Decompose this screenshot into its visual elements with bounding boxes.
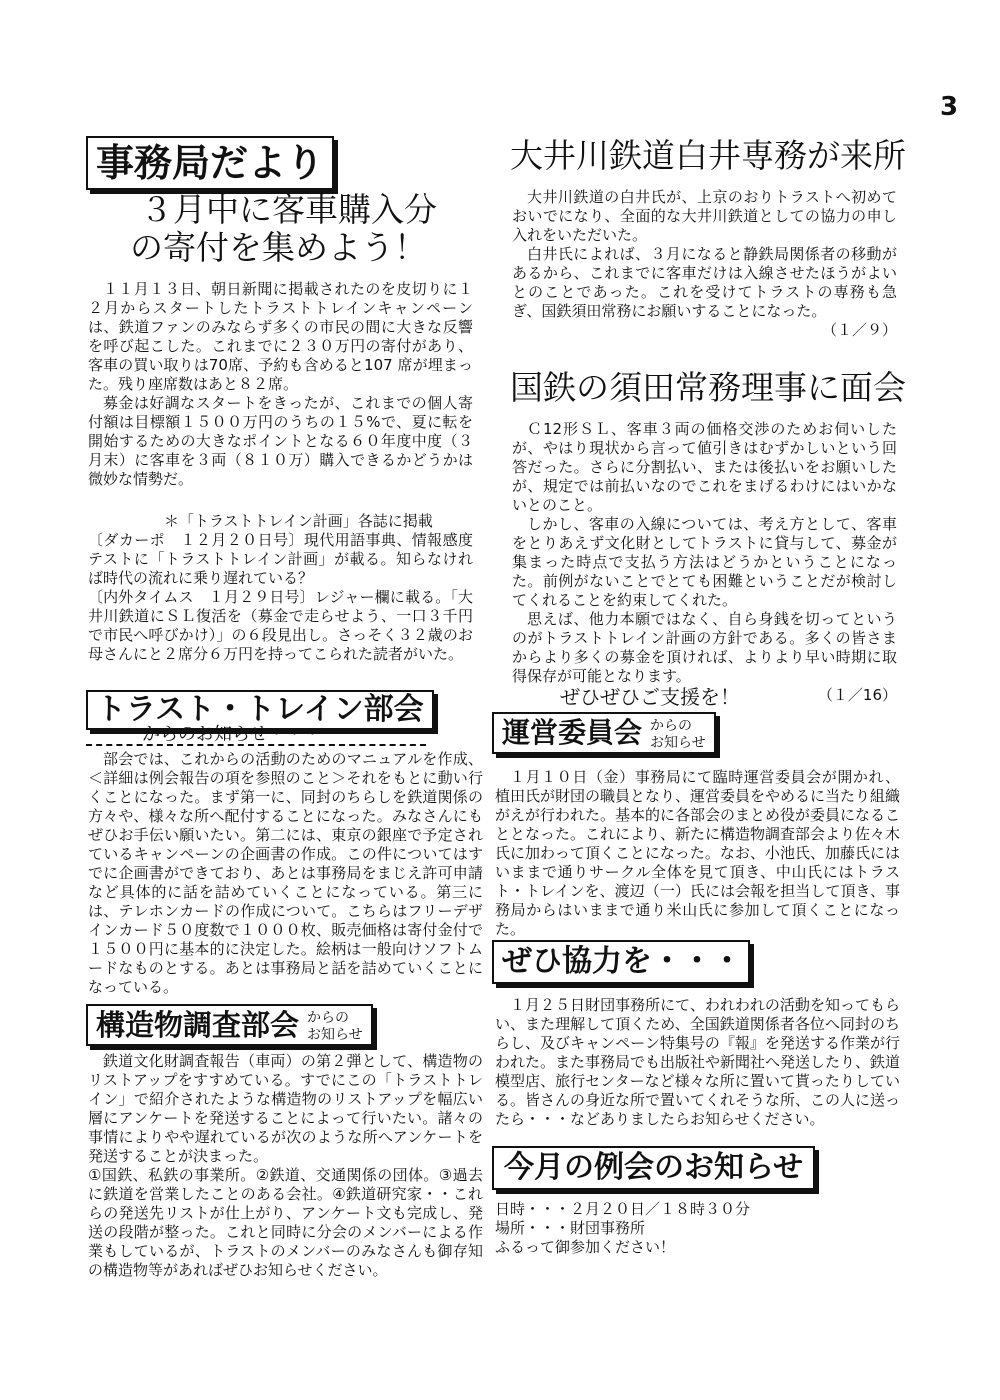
oigawa-paragraph-1: 大井川鉄道の白井氏が、上京のおりトラストへ初めておいでになり、全面的な大井川鉄道としての協力の申し入れをいただいた。: [512, 188, 897, 244]
kozo-paragraph-2: ①国鉄、私鉄の事業所。②鉄道、交通関係の団体。③過去に鉄道を営業したことのある会社。④鉄道研究家・・これらの発送先リストが仕上がり、アンケート文も完成し、発送の段階が整った。これと同時に分会のメンバーによる作業もしているが、トラストのメンバーのみなさんも御存知の構造物等があればぜひお知らせください。: [88, 1166, 483, 1279]
oigawa-body: [512, 188, 897, 340]
kokutetsu-date: （１／16）: [817, 686, 897, 704]
trust-paragraph: 部会では、これからの活動のためのマニュアルを作成、＜詳細は例会報告の項を参照のこと＞それをもとに動い行くことになった。まず第一に、同封のちらしを鉄道関係の方々や、様々な所へ配付することになった。みなさんにもぜひお手伝い願いたい。第二には、東京の銀座で予定されているキャンペーンの企画書の作成。この件についてはすでに企画書ができており、あとは事務局をまじえ許可申請など具体的に話を詰めていくことになっている。第三には、テレホンカードの作成について。こちらはフリーデザインカード５０度数で１０００枚、販売価格は寄付金付で１５００円に基本的に決定した。絵柄は一般向けソフトムードなものとする。あとは事務局と話を詰めていくことになっている。: [88, 750, 483, 996]
reikai-place: 場所・・・財団事務所: [495, 1219, 646, 1237]
kozo-subtitle-line-1: からの: [307, 1010, 350, 1026]
unei-subtitle: [650, 718, 706, 752]
kozo-title: 構造物調査部会: [96, 1008, 300, 1042]
trust-body: [88, 750, 483, 997]
kokutetsu-paragraph-3: 思えば、他力本願ではなく、自ら身銭を切ってというのがトラストトレイン計画の方針である。多くの皆さまからより多くの募金を頂ければ、よりより早い時期に取得保存が可能となります。: [512, 610, 897, 685]
unei-subtitle-line-1: からの: [650, 717, 693, 734]
jimukyoku-body: [88, 280, 473, 489]
trust-title: トラスト・トレイン部会: [86, 690, 434, 730]
kozo-title-box: [86, 1004, 373, 1046]
kozo-subtitle: [307, 1010, 363, 1044]
jimukyoku-subtitle-1: ３月中に客車購入分: [140, 190, 437, 229]
unei-body: [495, 768, 900, 939]
jimukyoku-notes: [88, 512, 473, 664]
support-slogan: ぜひぜひご支援を！: [560, 685, 740, 709]
kokutetsu-body: [512, 420, 897, 705]
trust-dotted-rule: [86, 744, 426, 746]
unei-title-box: [492, 712, 716, 754]
unei-paragraph: １月１０日（金）事務局にて臨時運営委員会が開かれ、植田氏が財団の職員となり、運営委員をやめるに当たり組織がえが行われた。基本的に各部会のまとめ役が委員になることとなった。これにより、新たに構造物調査部会より佐々木氏に加わって頂くことになった。なお、小池氏、加藤氏にはいままで通りサークル全体を見て頂き、中山氏にはトラスト・トレインを、渡辺（一）氏には会報を担当して頂き、事務局からはいままで通り米山氏に参加して頂くことになった。: [495, 768, 901, 938]
kozo-subtitle-line-2: お知らせ: [307, 1027, 363, 1043]
kozo-body: [88, 1052, 483, 1280]
trust-subtitle: からのお知らせ・・・: [142, 724, 322, 745]
jimukyoku-paragraph-1: １１月１３日、朝日新聞に掲載されたのを皮切りに１２月からスタートしたトラストトレインキャンペーンは、鉄道ファンのみならず多くの市民の間に大きな反響を呼び起こした。これまでに２３０万円の寄付があり、客車の買い取りは70席、予約も含めると107 席が埋まった。残り座席数はあと８２席。: [88, 280, 473, 393]
oigawa-date: （１／９）: [821, 321, 897, 339]
jimukyoku-paragraph-2: 募金は好調なスタートをきったが、これまでの個人寄付額は目標額１５００万円のうちの１５%で、夏に転を開始するための大きなポイントとなる６０年度中度（３月末）に客車を３両（８１０万）購入できるかどうかは微妙な情勢だ。: [88, 394, 473, 488]
jimukyoku-title: 事務局だより: [86, 136, 334, 190]
kokutetsu-paragraph-2: しかし、客車の入線については、考え方として、客車をとりあえず文化財としてトラストに貸与して、募金が集まった時点で支払う方法はどうかということになった。前例がないことでとても困難ということだが検討してくれることを約束してくれた。: [512, 515, 897, 609]
notes-heading: ＊「トラストトレイン計画」各誌に掲載: [164, 512, 433, 530]
unei-title: 運営委員会: [502, 716, 643, 749]
oigawa-paragraph-2: 白井氏によれば、３月になると静鉄局関係者の移動があるから、これまでに客車だけは入線させたほうがよいとのことであった。これを受けてトラストの専務も急ぎ、国鉄須田常務にお願いすることになった。: [512, 245, 897, 320]
kokutetsu-title: 国鉄の須田常務理事に面会: [510, 368, 906, 407]
zehi-title: ぜひ協力を・・・: [492, 940, 750, 984]
zehi-paragraph: １月２５日財団事務所にて、われわれの活動を知ってもらい、また理解して頂くため、全国鉄道関係者各位へ同封のちらし、及びキャンペーン特集号の『報』を発送する作業が行われた。また事務局でも出版社や新聞社へ発送したり、鉄道模型店、旅行センターなど様々な所に置いて貰ったりしている。皆さんの身近な所で置いてくれそうな所、この人に送ったら・・・などありましたらお知らせください。: [495, 996, 901, 1128]
unei-subtitle-line-2: お知らせ: [650, 734, 706, 751]
note-dacapo: 〔ダカーポ １２月２０日号〕現代用語事典、情報感度テストに「トラストトレイン計画」が載る。知らなければ時代の流れに乗り遅れている？: [88, 531, 473, 587]
reikai-datetime: 日時・・・２月２０日／１８時３０分: [495, 1200, 751, 1218]
note-naigai: 〔内外タイムス １月２９日号〕レジャー欄に載る。「大井川鉄道にＳＬ復活を（募金で走らせよう、一口３千円で市民へ呼びかけ）」の６段見出し。さっそく３２歳のお母さんにと２席分６万円を持ってこられた読者がいた。: [88, 588, 473, 663]
page-number: 3: [940, 92, 959, 122]
zehi-body: [495, 996, 900, 1129]
reikai-body: [495, 1200, 900, 1257]
reikai-title: 今月の例会のお知らせ: [492, 1146, 815, 1190]
reikai-invite: ふるって御参加ください！: [495, 1238, 676, 1256]
jimukyoku-subtitle-2: の寄付を集めよう！: [130, 228, 427, 267]
oigawa-title: 大井川鉄道白井専務が来所: [510, 136, 906, 175]
kozo-paragraph-1: 鉄道文化財調査報告（車両）の第２弾として、構造物のリストアップをすすめている。すでにこの「トラストトレイン」で紹介されたような構造物のリストアップを幅広い層にアンケートを発送することによって行いたい。諸々の事情によりやや遅れているが次のような所へアンケートを発送することが決まった。: [88, 1052, 483, 1165]
kokutetsu-paragraph-1: Ｃ12形ＳＬ、客車３両の価格交渉のためお伺いしたが、やはり現状から言って値引きはむずかしいという回答だった。さらに分割払い、または後払いをお願いしたが、規定では前払いなのでこれをまげるわけにはいかないとのこと。: [512, 420, 897, 514]
